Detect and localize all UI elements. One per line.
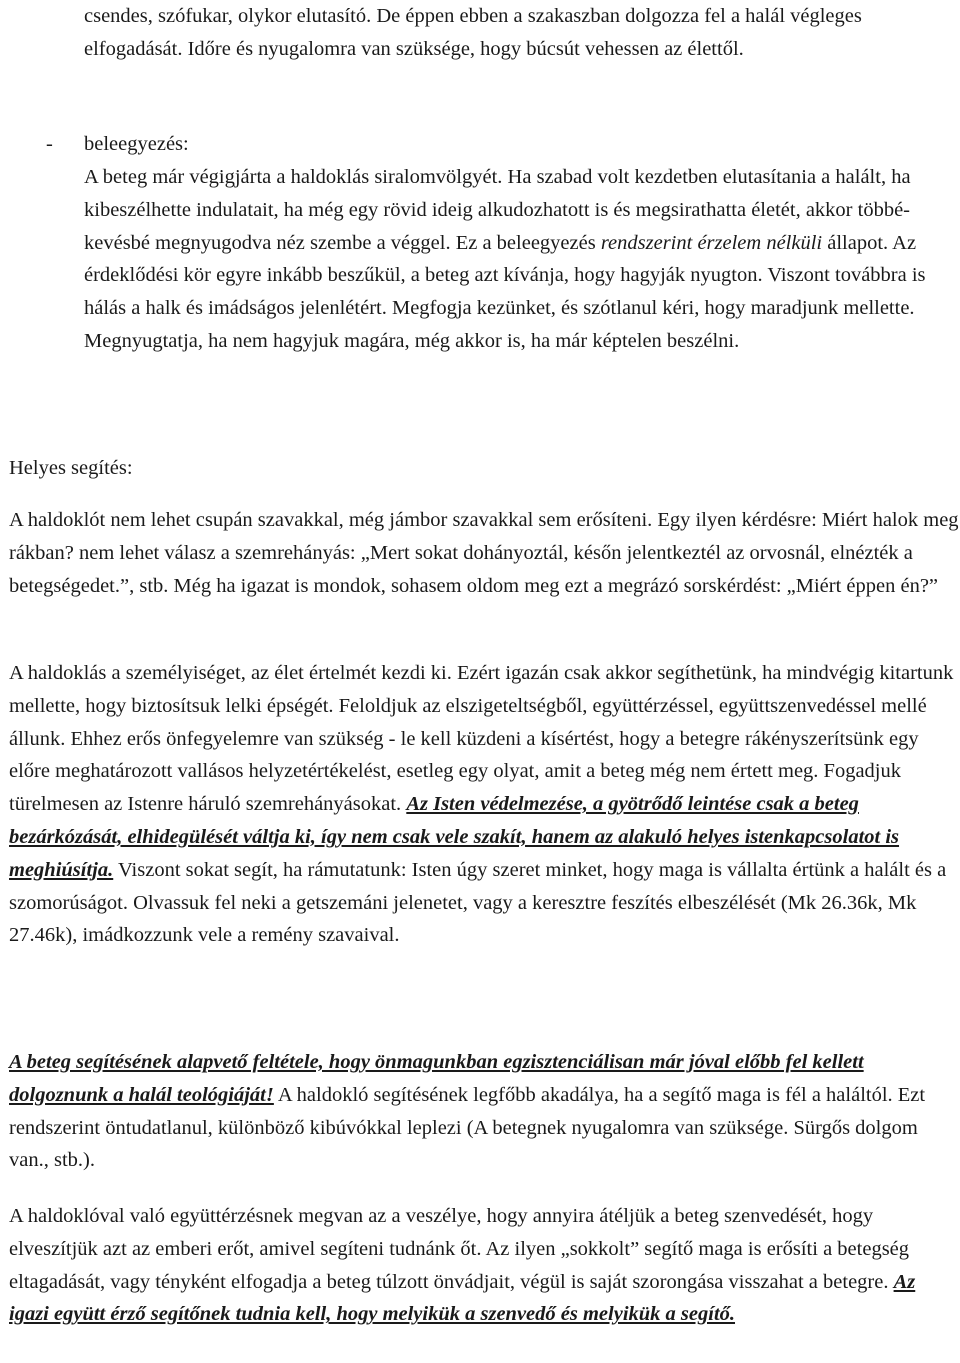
intro-text: csendes, szófukar, olykor elutasító. De éppen ebben a szakaszban dolgozza fel a halál végleges elfogadását. Időre és nyugalomra van szüksége, hogy búcsút vehessen az élettől. — [84, 5, 862, 60]
stage-text-2: állapot. Az érdeklődési kör egyre inkább beszűkül, a beteg azt kívánja, hogy hagyják nyugton. Viszont továbbra is hálás a halk és imádságos jelenlétért. Megfogja kezünket, és szótlanul kéri, hogy maradjunk mellette. Megnyugtatja, ha nem hagyjuk magára, még akkor is, ha már képtelen beszélni. — [84, 231, 926, 352]
paragraph-3 — [9, 1046, 959, 1177]
stage-label: beleegyezés: — [84, 133, 189, 155]
stage-italic-phrase: rendszerint érzelem nélküli — [600, 231, 823, 254]
paragraph-1: A haldoklót nem lehet csupán szavakkal, még jámbor szavakkal sem erősíteni. Egy ilyen kérdésre: Miért halok meg rákban? nem lehet válasz a szemrehányás: „Mert sokat dohányoztál, későn jelentkeztél az orvosnál, elnézték a betegségedet.”, stb. Még ha igazat is mondok, sohasem oldom meg ezt a megrázó sorskérdést: „Miért éppen én?” — [9, 509, 959, 597]
paragraph-3-emphasis: A beteg segítésének alapvető feltétele, hogy önmagunkban egzisztenciálisan már jóval előbb fel kellett dolgoznunk a halál teológiáját! — [9, 1051, 864, 1106]
paragraph-2-text-a: A haldoklás a személyiséget, az élet értelmét kezdi ki. Ezért igazán csak akkor segíthetünk, ha mindvégig kitartunk mellette, hogy biztosítsuk lelki épségét. Feloldjuk az elszigeteltségből, együttérzéssel, együttszenvedéssel mellé állunk. Ehhez erős önfegyelemre van szükség - le kell küzdeni a kísértést, hogy a betegre rákényszerítsünk egy előre meghatározott vallásos helyzetértékelést, esetleg egy olyat, amit a beteg még nem értett meg. Fogadjuk türelmesen az Istenre háruló szemrehányásokat. — [9, 662, 954, 816]
paragraph-4-text: A haldoklóval való együttérzésnek megvan az a veszélye, hogy annyira átéljük a beteg szenvedését, hogy elveszítjük azt az emberi erőt, amivel segíteni tudnánk őt. Az ilyen „sokkolt” segítő maga is erősíti a betegség eltagadását, vagy tényként elfogadja a beteg túlzott önvádjait, végül is saját szorongása visszahat a betegre. — [9, 1205, 910, 1293]
paragraph-3-text: A haldokló segítésének legfőbb akadálya, ha a segítő maga is fél a haláltól. Ezt rendszerint öntudatlanul, különböző kibúvókkal leplezi (A betegnek nyugalomra van szüksége. Sürgős dolgom van., stb.). — [9, 1083, 926, 1172]
stage-description — [84, 161, 954, 358]
paragraph-2 — [9, 657, 959, 952]
paragraph-2-emphasis: Az Isten védelmezése, a gyötrődő leintése csak a beteg bezárkózását, elhidegülését váltja ki, így nem csak vele szakít, hanem az alakuló helyes istenkapcsolatot is meghiúsítja. — [9, 793, 900, 881]
paragraph-4 — [9, 1200, 959, 1331]
intro-paragraph — [84, 0, 954, 66]
stage-bullet: - — [46, 133, 53, 155]
paragraph-2-text-b: Viszont sokat segít, ha rámutatunk: Isten úgy szeret minket, hogy maga is vállalta értünk a halált és a szomorúságot. Olvassuk fel neki a getszemáni jelenetet, vagy a keresztre feszítés elbeszélését (Mk 26.36k, Mk 27.46k), imádkozzunk vele a remény szavaival. — [9, 858, 947, 947]
stage-text-1: A beteg már végigjárta a haldoklás siralomvölgyét. Ha szabad volt kezdetben elutasítania a halált, ha kibeszélhette indulatait, ha még egy rövid ideig alkudozhatott is és megsirathatta életét, akkor többé- kevésbé megnyugodva néz szembe a véggel. Ez a beleegyezés — [84, 166, 911, 254]
section-heading: Helyes segítés: — [9, 457, 133, 479]
paragraph-4-emphasis: Az igazi együtt érző segítőnek tudnia kell, hogy melyikük a szenvedő és melyikük a segítő. — [9, 1270, 916, 1326]
